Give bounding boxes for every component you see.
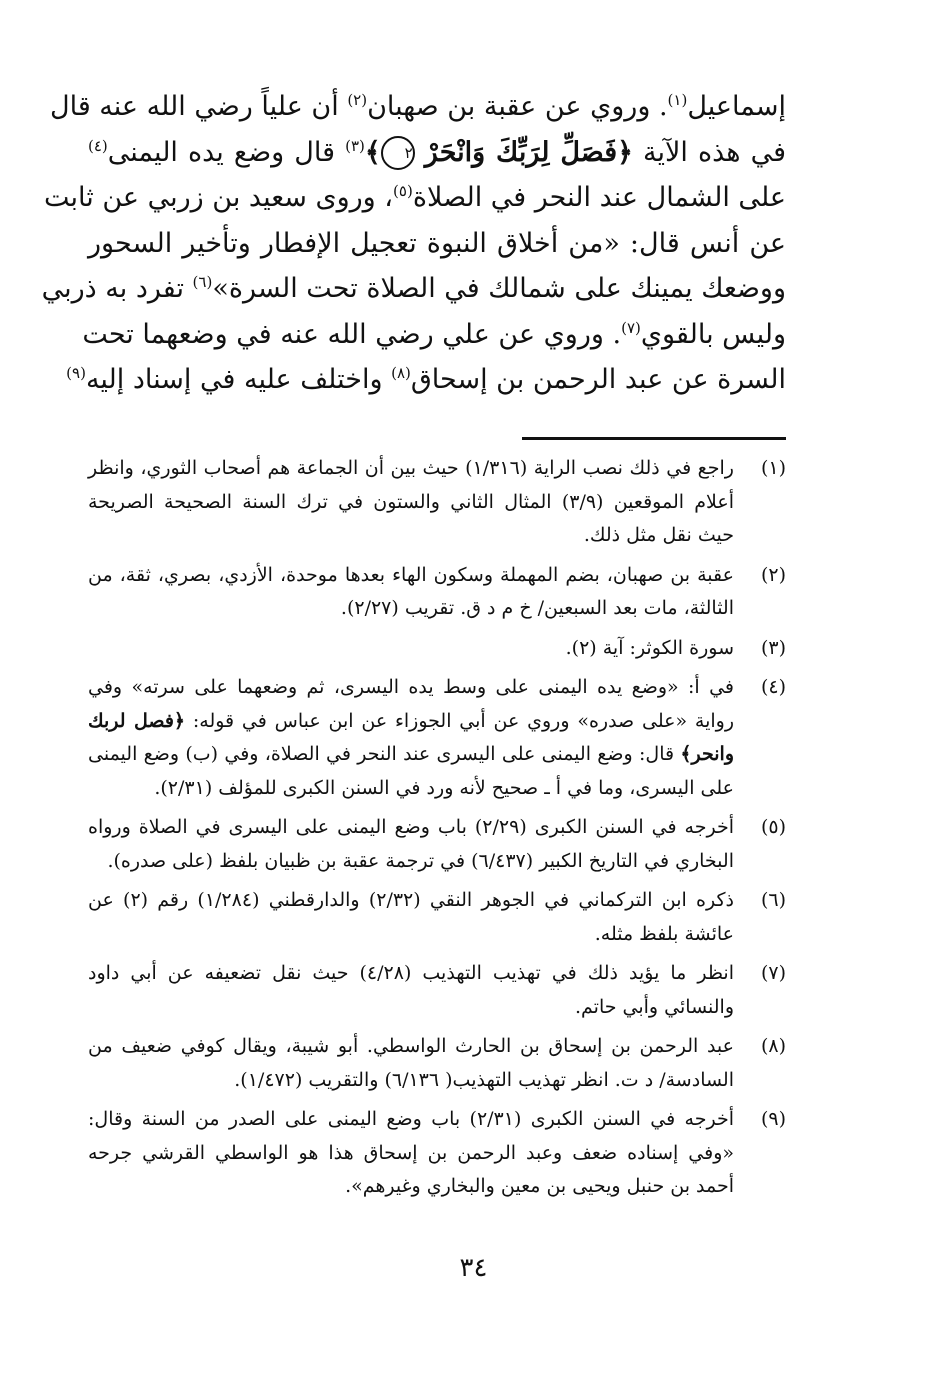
footnote-number: (٢) — [760, 563, 786, 586]
footnote-number: (٦) — [760, 889, 786, 911]
footnote-fragment: في أ: «وضع يده اليمنى على وسط يده اليسرى، ثم وضعهما على سرته» وفي رواية «على صدره» وروي عن أبي الجوزاء عن ابن عباس في قوله: — [88, 676, 734, 732]
footnote-text: ذكره ابن التركماني في الجوهر النقي (٢/٣٢) والدارقطني (١/٢٨٤) رقم (٢) عن عائشة بلفظ مثله. — [88, 889, 734, 945]
quran-verse-bold: ﴿فصل لربك وانحر﴾ — [88, 709, 734, 765]
footnote-3 — [88, 632, 786, 666]
text-fragment: في هذه الآية — [632, 136, 786, 168]
text-line-7 — [66, 357, 786, 403]
footnote-ref-5: (٥) — [393, 182, 413, 200]
footnote-number: (٧) — [760, 962, 786, 984]
footnote-number: (٤) — [760, 676, 786, 698]
text-fragment: ووضعك يمينك على شمالك في الصلاة تحت السرة» — [212, 273, 786, 304]
footnote-2 — [88, 559, 786, 626]
text-fragment: على الشمال عند النحر في الصلاة — [412, 182, 786, 213]
text-fragment: . وروي عن علي رضي الله عنه في وضعهما تحت — [82, 318, 622, 350]
footnote-1 — [88, 452, 786, 553]
footnote-text: سورة الكوثر: آية (٢). — [565, 636, 734, 659]
footnote-number: (١) — [760, 457, 786, 479]
main-text — [41, 84, 786, 403]
footnote-ref-3: (٣) — [345, 136, 365, 155]
text-line-4 — [88, 221, 786, 267]
text-line-6 — [82, 312, 786, 358]
footnote-number: (٣) — [760, 636, 786, 659]
footnote-number: (٩) — [760, 1108, 786, 1130]
footnote-text: انظر ما يؤيد ذلك في تهذيب التهذيب (٤/٢٨) حيث نقل تضعيفه عن أبي داود والنسائي وأبي حاتم. — [88, 962, 734, 1018]
footnote-text: عبد الرحمن بن إسحاق بن الحارث الواسطي. أبو شيبة، ويقال كوفي ضعيف من السادسة/ د ت. انظر تهذيب التهذيب( ٦/١٣٦) والتقريب (١/٤٧٢). — [88, 1035, 734, 1091]
footnote-ref-8: (٨) — [391, 364, 411, 382]
footnote-5 — [88, 811, 786, 878]
footnote-7 — [88, 957, 786, 1024]
footnote-6 — [88, 884, 786, 951]
footnote-4 — [88, 671, 786, 805]
footnote-ref-1: (١) — [667, 91, 688, 109]
text-fragment: واختلف عليه في إسناد إليه — [85, 364, 392, 395]
footnote-ref-9: (٩) — [66, 364, 86, 382]
footnote-fragment: قال: وضع اليمنى على اليسرى عند النحر في الصلاة، وفي (ب) وضع اليمنى على اليسرى، وما في أ ـ صحيح لأنه ورد في السنن الكبرى للمؤلف (٢/٣١). — [88, 743, 734, 799]
text-line-5 — [41, 266, 786, 312]
quran-bracket: ﴾ — [364, 136, 381, 168]
footnote-text — [88, 671, 734, 805]
footnote-8 — [88, 1030, 786, 1097]
footnote-text: راجع في ذلك نصب الراية (١/٣١٦) حيث بين أن الجماعة هم أصحاب الثوري، وانظر أعلام الموقعين (٣/٩) المثال الثاني والستون في ترك السنة الصحيحة الصريحة حيث نقل مثل ذلك. — [88, 457, 734, 546]
footnote-text: عقبة بن صهبان، بضم المهملة وسكون الهاء بعدها موحدة، الأزدي، بصري، ثقة، من الثالثة، مات بعد السبعين/ خ م د ق. تقريب (٢/٢٧). — [88, 563, 734, 619]
text-fragment: ، وروى سعيد بن زربي عن ثابت — [44, 182, 394, 213]
footnote-number: (٥) — [760, 816, 786, 838]
quran-verse: ﴿فَصَلِّ لِرَبِّكَ وَانْحَرْ — [424, 136, 633, 168]
footnote-ref-6: (٦) — [192, 273, 213, 291]
text-fragment: أن علياً رضي الله عنه قال — [49, 91, 348, 122]
text-fragment: عن أنس قال: «من أخلاق النبوة تعجيل الإفطار وتأخير السحور — [88, 227, 786, 259]
footnote-ref-2: (٢) — [347, 91, 368, 109]
footnote-ref-4: (٤) — [88, 136, 108, 155]
ayah-number-marker: ٢ — [381, 136, 415, 170]
text-fragment: تفرد به ذربي — [41, 273, 193, 304]
text-fragment: وليس بالقوي — [640, 318, 786, 350]
footnotes — [88, 452, 786, 1210]
text-line-2 — [88, 130, 786, 176]
footnote-text: أخرجه في السنن الكبرى (٢/٣١) باب وضع اليمنى على الصدر من السنة وقال: «وفي إسناده ضعف وعبد الرحمن بن إسحاق هذا هو الواسطي القرشي جرحه أحمد بن حنبل ويحيى بن معين والبخاري وغيرهم». — [88, 1108, 734, 1197]
footnote-number: (٨) — [760, 1035, 786, 1057]
text-fragment: السرة عن عبد الرحمن بن إسحاق — [410, 364, 786, 395]
footnote-separator — [522, 437, 786, 440]
page-number: ٣٤ — [459, 1253, 488, 1283]
text-fragment: قال وضع يده اليمنى — [107, 136, 346, 168]
footnote-9 — [88, 1103, 786, 1204]
text-fragment: . وروي عن عقبة بن صهبان — [367, 91, 668, 122]
text-line-1 — [49, 84, 786, 130]
footnote-text: أخرجه في السنن الكبرى (٢/٢٩) باب وضع اليمنى على اليسرى في الصلاة ورواه البخاري في التاريخ الكبير (٦/٤٣٧) في ترجمة عقبة بن ظبيان بلفظ (على صدره). — [88, 816, 734, 872]
text-fragment: إسماعيل — [687, 91, 786, 122]
text-line-3 — [44, 175, 786, 221]
footnote-ref-7: (٧) — [621, 318, 641, 337]
